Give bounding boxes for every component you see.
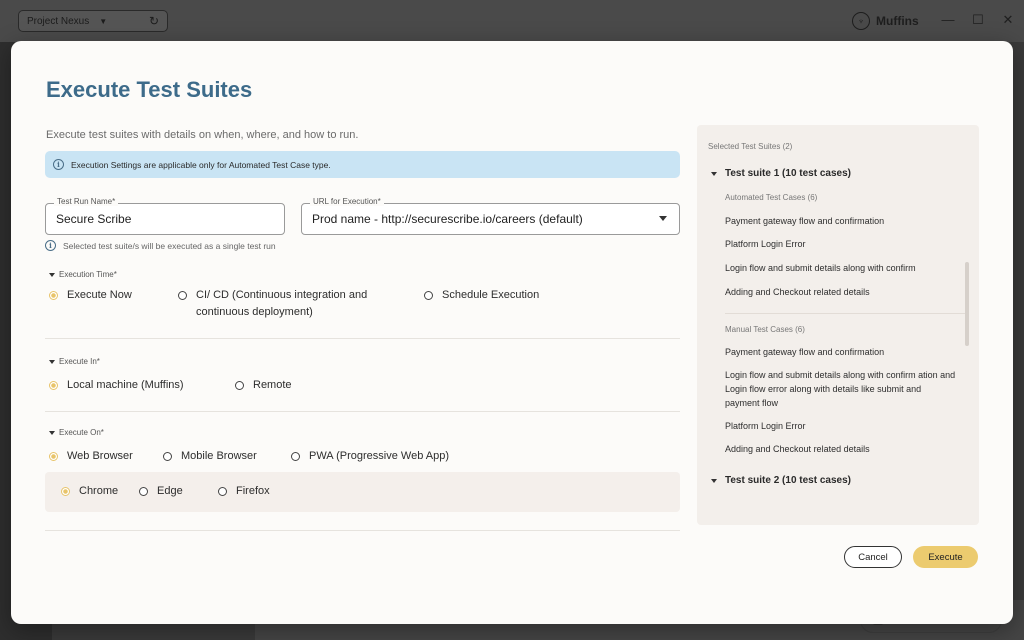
url-execution-label: URL for Execution* xyxy=(310,197,384,206)
radio-edge[interactable] xyxy=(139,483,183,500)
radio-label: Local machine (Muffins) xyxy=(67,379,184,391)
info-icon: i xyxy=(53,159,64,170)
dropdown-arrow-icon xyxy=(659,216,667,221)
caret-down-icon xyxy=(49,273,55,277)
modal-subtitle: Execute test suites with details on when, where, and how to run. xyxy=(46,129,359,141)
radio-label: Execute Now xyxy=(67,289,132,301)
execute-in-section-toggle[interactable] xyxy=(49,357,100,366)
list-item: Login flow and submit details along with confirm xyxy=(725,263,916,273)
minimize-icon[interactable]: — xyxy=(941,12,955,27)
caret-down-icon xyxy=(49,431,55,435)
execute-on-label: Execute On* xyxy=(59,428,104,437)
scrollbar[interactable] xyxy=(965,262,969,346)
automated-cases-label: Automated Test Cases (6) xyxy=(725,193,818,202)
execute-on-section-toggle[interactable] xyxy=(49,428,104,437)
hint-text: Selected test suite/s will be executed as a single test run xyxy=(63,240,276,251)
radio-label: Web Browser xyxy=(67,450,133,462)
selected-test-suites-panel xyxy=(697,125,979,525)
brand xyxy=(852,12,919,30)
modal-title: Execute Test Suites xyxy=(46,77,253,102)
suite-title: Test suite 2 (10 test cases) xyxy=(725,475,851,486)
muffins-logo-icon: ♆ xyxy=(852,12,870,30)
radio-label: Firefox xyxy=(236,485,270,497)
execute-button[interactable]: Execute xyxy=(913,546,978,568)
list-item: Platform Login Error xyxy=(725,239,806,249)
manual-cases-label: Manual Test Cases (6) xyxy=(725,325,805,334)
divider xyxy=(725,313,965,314)
divider xyxy=(45,530,680,531)
close-icon[interactable]: ✕ xyxy=(1002,12,1014,27)
radio-icon xyxy=(291,452,300,461)
radio-pwa[interactable] xyxy=(291,448,449,465)
radio-icon xyxy=(163,452,172,461)
single-run-hint xyxy=(45,240,276,251)
radio-selected-icon xyxy=(61,487,70,496)
caret-down-icon xyxy=(711,172,717,176)
project-selector[interactable] xyxy=(18,10,168,32)
list-item: Adding and Checkout related details xyxy=(725,444,870,454)
maximize-icon[interactable]: ☐ xyxy=(972,12,984,27)
list-item: Adding and Checkout related details xyxy=(725,287,870,297)
radio-selected-icon xyxy=(49,291,58,300)
list-item: Login flow and submit details along with confirm ation and Login flow error along with details like submit and payment flow xyxy=(725,370,956,408)
radio-label: PWA (Progressive Web App) xyxy=(309,450,449,462)
radio-label: Remote xyxy=(253,379,292,391)
url-execution-value: Prod name - http://securescribe.io/careers (default) xyxy=(312,212,583,226)
info-icon: i xyxy=(45,240,56,251)
test-run-name-input[interactable] xyxy=(45,197,285,235)
caret-down-icon xyxy=(711,479,717,483)
suite-title: Test suite 1 (10 test cases) xyxy=(725,168,851,179)
radio-label: Mobile Browser xyxy=(181,450,257,462)
radio-icon xyxy=(139,487,148,496)
radio-firefox[interactable] xyxy=(218,483,270,500)
radio-remote[interactable] xyxy=(235,377,292,394)
radio-web-browser[interactable] xyxy=(49,448,133,465)
radio-icon xyxy=(235,381,244,390)
radio-local-machine[interactable] xyxy=(49,377,184,394)
radio-label: Schedule Execution xyxy=(442,289,540,301)
execute-test-suites-modal xyxy=(11,41,1013,624)
divider xyxy=(45,411,680,412)
radio-chrome[interactable] xyxy=(61,483,118,500)
chevron-down-icon: ▼ xyxy=(99,16,108,26)
selected-suites-heading: Selected Test Suites (2) xyxy=(708,142,793,151)
list-item: Payment gateway flow and confirmation xyxy=(725,216,885,226)
radio-label: Edge xyxy=(157,485,183,497)
radio-mobile-browser[interactable] xyxy=(163,448,257,465)
window-controls xyxy=(940,12,1016,28)
execution-time-section-toggle[interactable] xyxy=(49,270,117,279)
radio-selected-icon xyxy=(49,452,58,461)
brand-name: Muffins xyxy=(876,14,919,28)
list-item: Platform Login Error xyxy=(725,421,806,431)
execution-time-label: Execution Time* xyxy=(59,270,117,279)
radio-ci-cd[interactable] xyxy=(178,287,408,321)
info-banner-text: Execution Settings are applicable only for Automated Test Case type. xyxy=(71,159,331,170)
info-banner xyxy=(45,151,680,178)
test-run-name-value: Secure Scribe xyxy=(56,212,132,226)
suite-2-toggle[interactable] xyxy=(711,475,851,486)
radio-icon xyxy=(178,291,187,300)
project-name: Project Nexus xyxy=(27,15,90,27)
caret-down-icon xyxy=(49,360,55,364)
refresh-icon[interactable]: ↻ xyxy=(148,14,159,28)
url-execution-select[interactable] xyxy=(301,197,680,235)
radio-execute-now[interactable] xyxy=(49,287,132,304)
divider xyxy=(45,338,680,339)
suite-1-toggle[interactable] xyxy=(711,168,851,179)
app-title-bar xyxy=(0,0,1024,42)
list-item: Payment gateway flow and confirmation xyxy=(725,347,885,357)
test-run-name-label: Test Run Name* xyxy=(54,197,118,206)
radio-selected-icon xyxy=(49,381,58,390)
radio-icon xyxy=(218,487,227,496)
radio-label: CI/ CD (Continuous integration and continuous deployment) xyxy=(196,289,368,318)
execute-in-label: Execute In* xyxy=(59,357,100,366)
radio-icon xyxy=(424,291,433,300)
cancel-button[interactable]: Cancel xyxy=(844,546,902,568)
radio-label: Chrome xyxy=(79,485,119,497)
radio-schedule-execution[interactable] xyxy=(424,287,539,304)
